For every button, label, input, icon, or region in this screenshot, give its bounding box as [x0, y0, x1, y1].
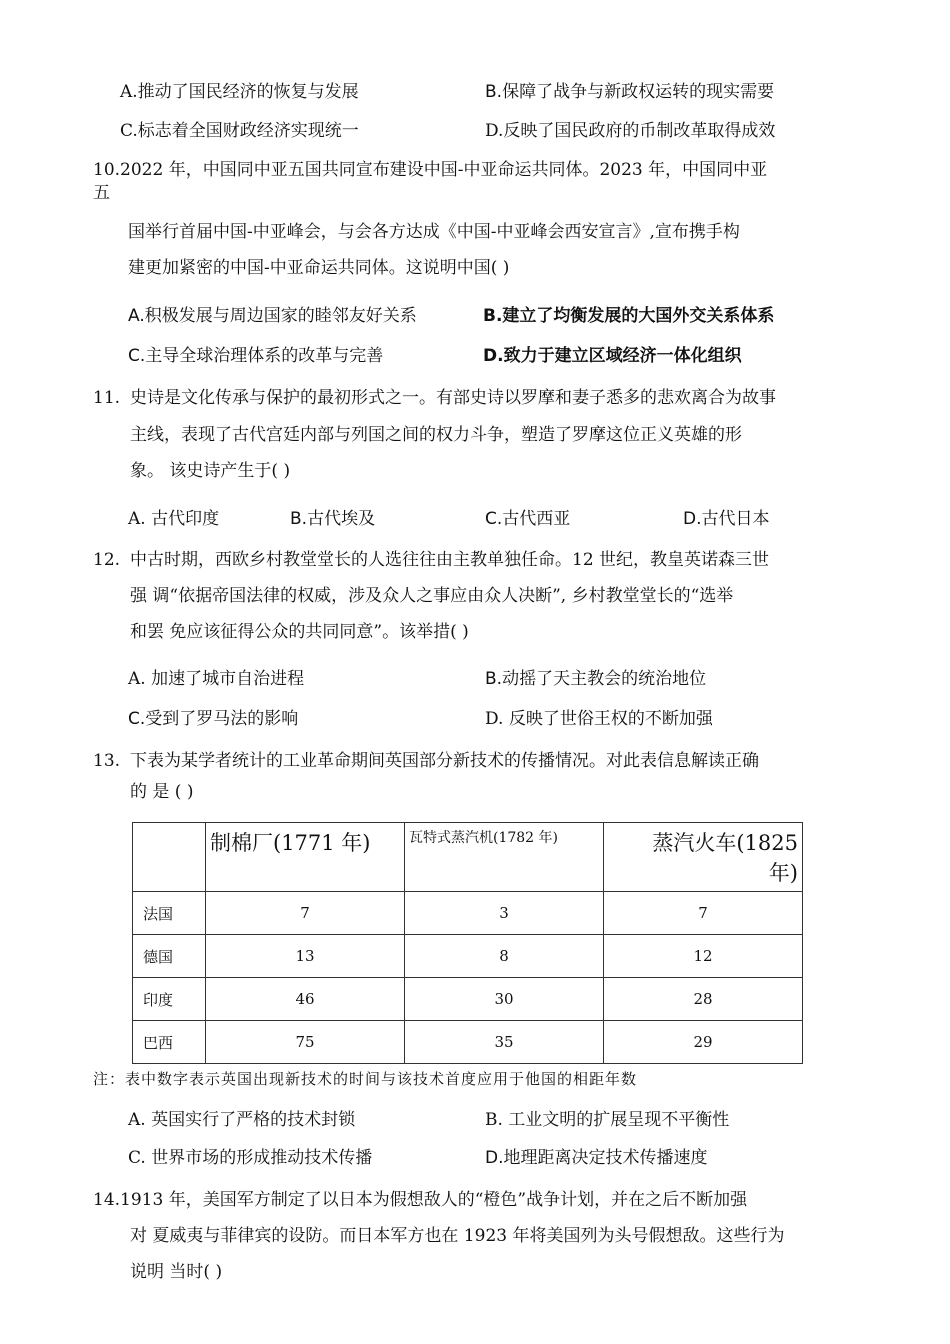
q9-option-d[interactable]: D.反映了国民政府的币制改革取得成效 [485, 121, 776, 141]
cell-value: 35 [405, 1021, 604, 1064]
row-country: 法国 [133, 892, 206, 935]
q12-option-d[interactable]: D. 反映了世俗王权的不断加强 [485, 709, 713, 729]
q14-stem-line-2: 对 夏威夷与菲律宾的设防。而日本军方也在 1923 年将美国列为头号假想敌。这些行为 [130, 1226, 785, 1246]
q13-option-d[interactable]: D.地理距离决定技术传播速度 [485, 1148, 708, 1168]
q13-option-b[interactable]: B. 工业文明的扩展呈现不平衡性 [485, 1110, 730, 1130]
cell-value: 46 [206, 978, 405, 1021]
table-row [133, 935, 803, 978]
table-row [133, 978, 803, 1021]
q11-number: 11. [93, 388, 121, 408]
q10-option-a[interactable]: A.积极发展与周边国家的睦邻友好关系 [128, 306, 417, 326]
q11-option-b[interactable]: B.古代埃及 [290, 509, 376, 529]
q12-option-b[interactable]: B.动摇了天主教会的统治地位 [485, 669, 707, 689]
q13-option-c[interactable]: C. 世界市场的形成推动技术传播 [128, 1148, 373, 1168]
q11-option-c[interactable]: C.古代西亚 [485, 509, 571, 529]
cell-value: 28 [604, 978, 803, 1021]
cell-value: 12 [604, 935, 803, 978]
q10-stem-line-1-wrap: 五 [93, 183, 110, 203]
q12-option-a[interactable]: A. 加速了城市自治进程 [128, 669, 305, 689]
table-row [133, 892, 803, 935]
q12-option-c[interactable]: C.受到了罗马法的影响 [128, 709, 299, 729]
q13-option-a[interactable]: A. 英国实行了严格的技术封锁 [128, 1110, 356, 1130]
q10-stem-line-3: 建更加紧密的中国-中亚命运共同体。这说明中国( ) [128, 258, 510, 278]
q11-option-d[interactable]: D.古代日本 [683, 509, 770, 529]
q10-option-b[interactable]: B.建立了均衡发展的大国外交关系体系 [483, 306, 775, 326]
q11-stem-line-3: 象。 该史诗产生于( ) [130, 461, 291, 481]
cell-value: 7 [206, 892, 405, 935]
q11-stem-line-2: 主线，表现了古代宫廷内部与列国之间的权力斗争，塑造了罗摩这位正义英雄的形 [130, 425, 742, 445]
table-header-row [133, 823, 803, 892]
q14-stem-line-3: 说明 当时( ) [130, 1262, 223, 1282]
q14-stem-line-1: 14.1913 年，美国军方制定了以日本为假想敌人的“橙色”战争计划，并在之后不断加强 [93, 1190, 748, 1210]
q10-option-d[interactable]: D.致力于建立区域经济一体化组织 [483, 346, 742, 366]
header-cotton-mill: 制棉厂(1771 年) [206, 823, 405, 892]
q10-stem-line-2: 国举行首届中国-中亚峰会，与会各方达成《中国-中亚峰会西安宣言》,宣布携手构 [128, 222, 740, 242]
q9-option-c[interactable]: C.标志着全国财政经济实现统一 [120, 121, 359, 141]
cell-value: 3 [405, 892, 604, 935]
q12-number: 12. [93, 550, 121, 570]
q13-stem-line-2: 的 是 ( ) [130, 782, 194, 802]
technology-spread-table [132, 822, 803, 1064]
cell-value: 30 [405, 978, 604, 1021]
header-steam-locomotive-line-1: 蒸汽火车(1825 [652, 831, 798, 855]
row-country: 巴西 [133, 1021, 206, 1064]
q9-option-a[interactable]: A.推动了国民经济的恢复与发展 [120, 82, 359, 102]
q13-stem-line-1: 下表为某学者统计的工业革命期间英国部分新技术的传播情况。对此表信息解读正确 [130, 751, 759, 771]
row-country: 德国 [133, 935, 206, 978]
cell-value: 29 [604, 1021, 803, 1064]
q9-option-b[interactable]: B.保障了战争与新政权运转的现实需要 [485, 82, 775, 102]
header-steam-locomotive [604, 823, 803, 892]
header-steam-locomotive-line-2: 年) [768, 861, 798, 885]
row-country: 印度 [133, 978, 206, 1021]
cell-value: 8 [405, 935, 604, 978]
q13-number: 13. [93, 751, 121, 771]
q10-stem-line-1: 10.2022 年，中国同中亚五国共同宣布建设中国-中亚命运共同体。2023 年，中国同中亚 [93, 160, 768, 180]
cell-value: 75 [206, 1021, 405, 1064]
cell-value: 13 [206, 935, 405, 978]
header-watt-steam-engine: 瓦特式蒸汽机(1782 年) [405, 823, 604, 892]
table-row [133, 1021, 803, 1064]
cell-value: 7 [604, 892, 803, 935]
q11-option-a[interactable]: A. 古代印度 [128, 509, 220, 529]
q12-stem-line-3: 和罢 免应该征得公众的共同同意”。该举措( ) [130, 622, 469, 642]
q11-stem-line-1: 史诗是文化传承与保护的最初形式之一。有部史诗以罗摩和妻子悉多的悲欢离合为故事 [130, 388, 776, 408]
table-corner-cell [133, 823, 206, 892]
q13-table-note: 注：表中数字表示英国出现新技术的时间与该技术首度应用于他国的相距年数 [93, 1070, 638, 1088]
q12-stem-line-2: 强 调“依据帝国法律的权威，涉及众人之事应由众人决断”, 乡村教堂堂长的“选举 [130, 586, 734, 606]
q12-stem-line-1: 中古时期，西欧乡村教堂堂长的人选往往由主教单独任命。12 世纪，教皇英诺森三世 [130, 550, 770, 570]
q10-option-c[interactable]: C.主导全球治理体系的改革与完善 [128, 346, 384, 366]
